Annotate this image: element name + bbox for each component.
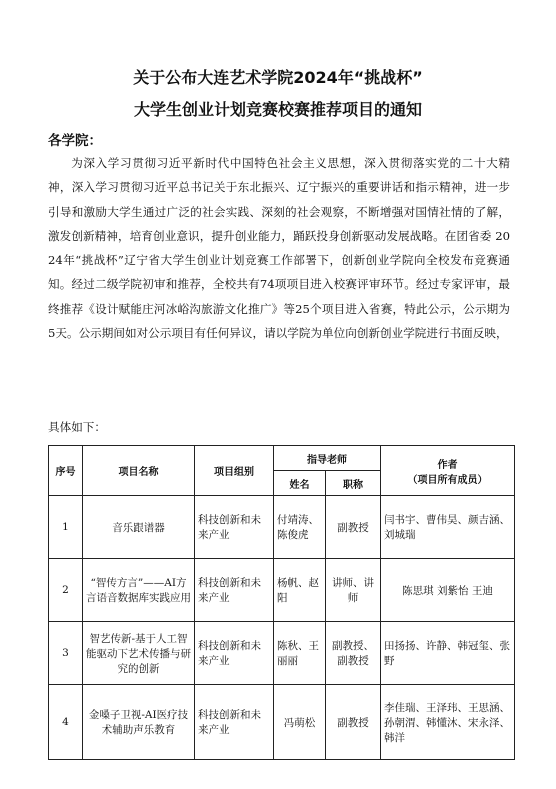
cell-no: 2 — [49, 559, 83, 622]
cell-name: 金嗓子卫视-AI医疗技术辅助声乐教育 — [83, 685, 195, 760]
body-tail: 具体如下： — [48, 420, 106, 434]
table-header-row — [49, 446, 515, 471]
header-author — [381, 446, 515, 496]
header-name: 项目名称 — [83, 446, 195, 496]
header-no: 序号 — [49, 446, 83, 496]
table-row — [49, 622, 515, 685]
table-row — [49, 496, 515, 559]
cell-group: 科技创新和未来产业 — [195, 559, 274, 622]
cell-advisor: 冯萌松 — [274, 685, 326, 760]
table-row — [49, 685, 515, 760]
header-author-sub: （项目所有成员） — [407, 474, 488, 486]
header-advisor-name: 姓名 — [274, 471, 326, 496]
cell-members: 陈思琪 刘紫怡 王迪 — [381, 559, 515, 622]
header-advisor-title: 职称 — [326, 471, 381, 496]
cell-group: 科技创新和未来产业 — [195, 685, 274, 760]
cell-no: 4 — [49, 685, 83, 760]
cell-group: 科技创新和未来产业 — [195, 496, 274, 559]
cell-name: “智传方言”——AI方言语音数据库实践应用 — [83, 559, 195, 622]
cell-members: 李佳瑞、王泽玮、王思涵、孙朝渭、韩懂沐、宋永泽、韩洋 — [381, 685, 515, 760]
cell-advisor: 付靖涛、陈俊虎 — [274, 496, 326, 559]
cell-name: 音乐跟谱器 — [83, 496, 195, 559]
document-title-line-2: 大学生创业计划竞赛校赛推荐项目的通知 — [133, 100, 422, 119]
project-table — [48, 445, 515, 760]
cell-advisor: 陈秋、王丽丽 — [274, 622, 326, 685]
cell-title: 副教授 — [326, 496, 381, 559]
body-paragraph: 为深入学习贯彻习近平新时代中国特色社会主义思想，深入贯彻落实党的二十大精神，深入学习贯彻习近平总书记关于东北振兴、辽宁振兴的重要讲话和指示精神，进一步引导和激励大学生通过广泛的社会实践、深刻的社会观察，不断增强对国情社情的了解，激发创新精神，培育创业意识，提升创业能力，踊跃投身创新驱动发展战略。在团省委 2024年“挑战杯”辽宁省大学生创业计划竞赛工作部署下，创新创业学院向全校发布竞赛通知。经过二级学院初审和推荐，全校共有74项项目进入校赛评审环节。经过专家评审，最终推荐《设计赋能庄河冰峪沟旅游文化推广》等25个项目进入省赛，特此公示，公示期为5天。公示期间如对公示项目有任何异议，请以学院为单位向创新创业学院进行书面反映， — [48, 156, 510, 341]
header-advisor: 指导老师 — [274, 446, 381, 471]
document-title-line-1: 关于公布大连艺术学院2024年“挑战杯” — [133, 68, 423, 87]
table-row — [49, 559, 515, 622]
cell-name: 智艺传新-基于人工智能驱动下艺术传播与研究的创新 — [83, 622, 195, 685]
cell-title: 副教授 — [326, 685, 381, 760]
header-author-label: 作者 — [437, 459, 458, 471]
cell-members: 闫书宇、曹伟昊、颜吉涵、刘城瑞 — [381, 496, 515, 559]
cell-no: 3 — [49, 622, 83, 685]
cell-no: 1 — [49, 496, 83, 559]
cell-title: 副教授、副教授 — [326, 622, 381, 685]
cell-members: 田扬扬、许静、韩冠玺、张野 — [381, 622, 515, 685]
header-group: 项目组别 — [195, 446, 274, 496]
cell-group: 科技创新和未来产业 — [195, 622, 274, 685]
cell-advisor: 杨帆、赵阳 — [274, 559, 326, 622]
cell-title: 讲师、讲师 — [326, 559, 381, 622]
salutation: 各学院： — [48, 133, 102, 149]
